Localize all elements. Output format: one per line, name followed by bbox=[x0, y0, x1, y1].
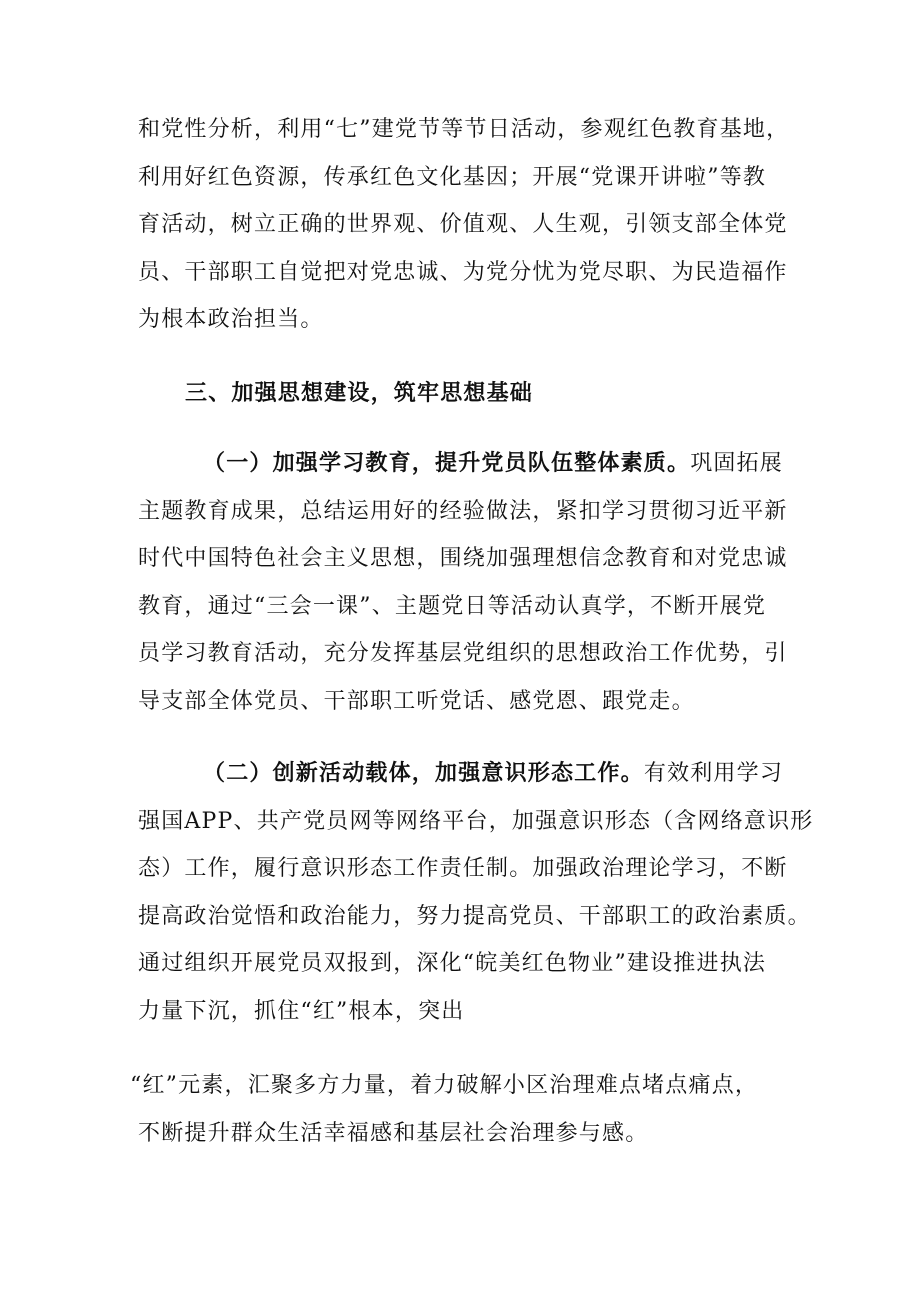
paragraph-intro bbox=[138, 106, 788, 344]
subsection-title: （一）加强学习教育，提升党员队伍整体素质。 bbox=[203, 450, 691, 476]
paragraph-line: 育活动，树立正确的世界观、价值观、人生观，引领支部全体党 bbox=[138, 212, 788, 237]
paragraph-line: 力量下沉，抓住“红”根本，突出 bbox=[138, 998, 465, 1024]
section-heading: 三、加强思想建设，筑牢思想基础 bbox=[185, 380, 534, 406]
subsection-first-line bbox=[138, 750, 788, 798]
paragraph-line: 员、干部职工自觉把对党忠诚、为党分忧为党尽职、为民造福作 bbox=[138, 259, 788, 285]
subsection-text: 有效利用学习 bbox=[643, 761, 784, 786]
paragraph-line: 不断提升群众生活幸福感和基层社会治理参与感。 bbox=[138, 1120, 649, 1146]
paragraph-line: 导支部全体党员、干部职工听党话、感党恩、跟党走。 bbox=[138, 688, 695, 714]
subsection-two bbox=[138, 750, 814, 1035]
paragraph-line: 和党性分析，利用“七”建党节等节日活动，参观红色教育基地， bbox=[138, 117, 790, 142]
subsection-title: （二）创新活动载体，加强意识形态工作。 bbox=[203, 760, 644, 786]
paragraph-line: 利用好红色资源，传承红色文化基因；开展“党课开讲啦”等教 bbox=[138, 164, 767, 190]
paragraph-line: 态）工作，履行意识形态工作责任制。加强政治理论学习，不断 bbox=[138, 856, 788, 881]
paragraph-line: 通过组织开展党员双报到，深化“皖美红色物业”建设推进执法 bbox=[138, 951, 767, 976]
paragraph-line: 为根本政治担当。 bbox=[138, 307, 324, 332]
paragraph-line: “红”元素，汇聚多方力量，着力破解小区治理难点堵点痛点， bbox=[130, 1073, 759, 1098]
paragraph-line: 员学习教育活动，充分发挥基层党组织的思想政治工作优势，引 bbox=[138, 641, 788, 666]
paragraph-continuation bbox=[130, 1062, 780, 1157]
subsection-text: 巩固拓展 bbox=[690, 451, 784, 476]
subsection-one bbox=[138, 440, 788, 725]
paragraph-line: 主题教育成果，总结运用好的经验做法，紧扣学习贯彻习近平新 bbox=[138, 498, 788, 524]
subsection-first-line bbox=[138, 440, 788, 488]
paragraph-line: 时代中国特色社会主义思想，围绕加强理想信念教育和对党忠诚 bbox=[138, 546, 788, 571]
paragraph-line: 教育，通过“三会一课”、主题党日等活动认真学，不断开展党 bbox=[138, 593, 767, 619]
paragraph-line: 强国APP、共产党员网等网络平台，加强意识形态（含网络意识形 bbox=[138, 808, 814, 834]
paragraph-line: 提高政治觉悟和政治能力，努力提高党员、干部职工的政治素质。 bbox=[138, 903, 811, 929]
